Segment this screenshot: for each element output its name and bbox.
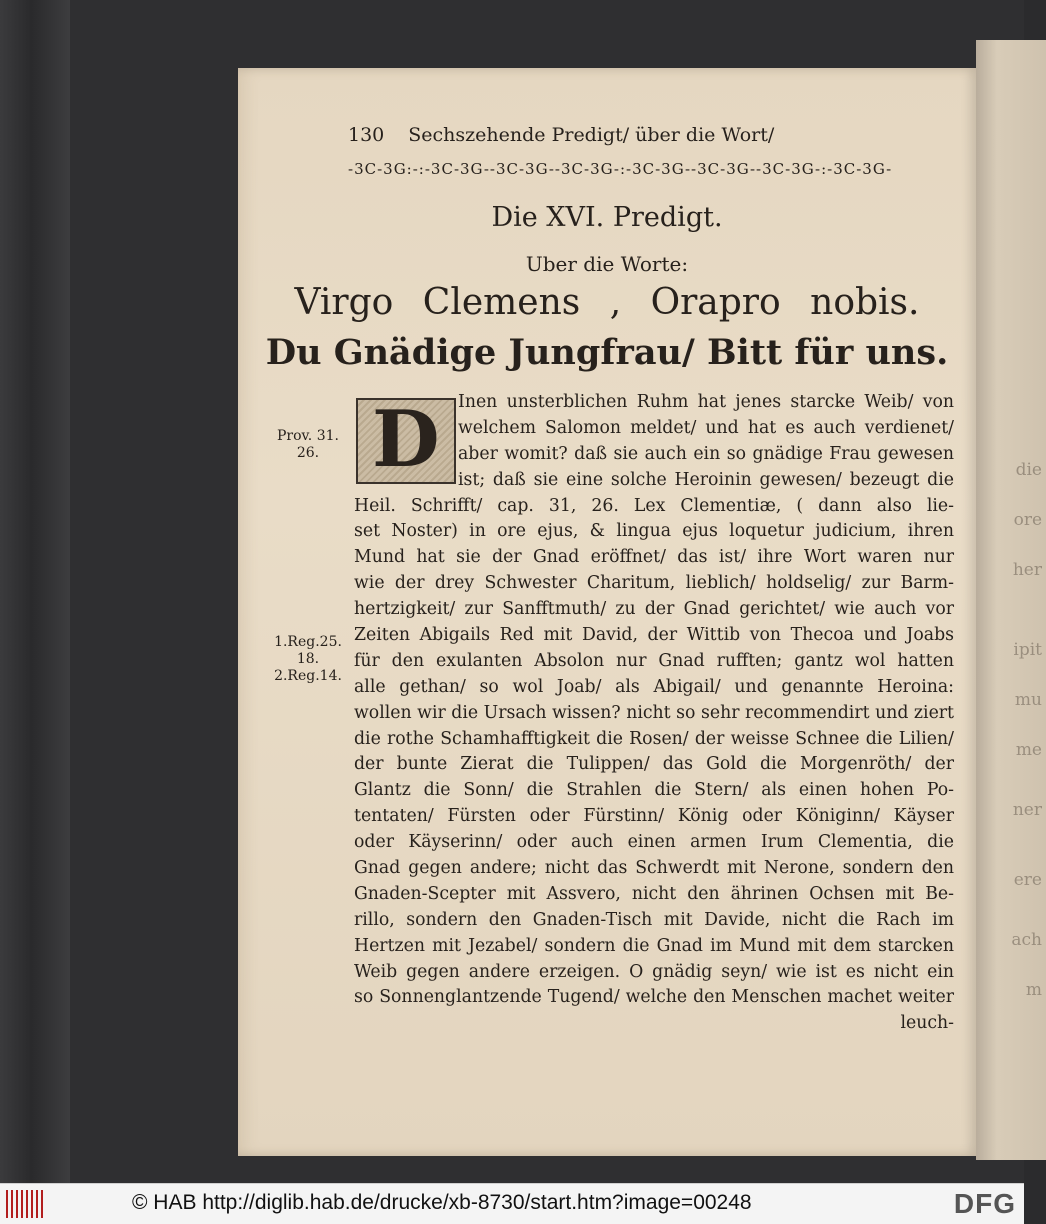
text-line: hertzigkeit/ zur Sanfftmuth/ zu der Gnad gerichtet/ wie auch vor — [354, 599, 954, 620]
catchword: leuch- — [900, 1013, 954, 1034]
text-line: tentaten/ Fürsten oder Fürstinn/ König oder Königinn/ Käyser — [354, 806, 954, 827]
margin-note: Prov. 31. 26. — [277, 428, 339, 461]
margin-note: 2.Reg.14. — [274, 668, 342, 684]
opposite-fragment: ere — [1013, 870, 1042, 890]
german-title: Du Gnädige Jungfrau/ Bitt für uns. — [265, 332, 949, 373]
text-line: welchem Salomon meldet/ und hat es auch verdienet/ — [458, 417, 954, 438]
dfg-logo[interactable]: DFG — [953, 1188, 1016, 1219]
opposite-fragment: ner — [1012, 800, 1042, 820]
opposite-fragment: ipit — [1013, 640, 1042, 660]
opposite-fragment: die — [1015, 460, 1042, 480]
text-line: Heil. Schrifft/ cap. 31, 26. Lex Clementiæ, ( dann also lie- — [354, 495, 954, 516]
text-line: ist; daß sie eine solche Heroinin gewesen/ bezeugt die — [458, 469, 954, 490]
book-page — [238, 68, 976, 1156]
text-line: für den exulanten Absolon nur Gnad rufften; gantz wol hatten — [354, 650, 954, 671]
text-line: so Sonnenglantzende Tugend/ welche den Menschen machet weiter — [354, 987, 954, 1008]
opposite-fragment: m — [1025, 980, 1042, 1000]
text-line: Weib gegen andere erzeigen. O gnädig seyn/ wie ist es nicht ein — [354, 961, 954, 982]
opposite-fragment: me — [1015, 740, 1042, 760]
viewer-footer — [0, 1183, 1024, 1224]
sermon-body — [354, 390, 954, 1037]
margin-note: 1.Reg.25. 18. — [274, 634, 342, 667]
text-line: Zeiten Abigails Red mit David, der Wittib von Thecoa und Joabs — [354, 625, 954, 646]
opposite-fragment: her — [1012, 560, 1042, 580]
page-number: 130 — [348, 124, 385, 146]
text-line: oder Käyserinn/ oder auch einen armen Irum Clementia, die — [354, 832, 954, 853]
running-head-text: Sechszehende Predigt/ über die Wort/ — [408, 124, 775, 146]
text-line: wie der drey Schwester Charitum, lieblich/ holdselig/ zur Barm- — [354, 573, 954, 594]
opposite-page-edge — [976, 40, 1046, 1160]
text-line: Hertzen mit Jezabel/ sondern die Gnad im Mund mit dem starcken — [354, 935, 954, 956]
running-head — [348, 124, 938, 146]
text-line: Gnaden-Scepter mit Assvero, nicht den ährinen Ochsen mit Be- — [354, 883, 954, 904]
text-line: Gnad gegen andere; nicht das Schwerdt mit Nerone, sondern den — [354, 858, 954, 879]
text-line: die rothe Schamhafftigkeit die Rosen/ der weisse Schnee die Lilien/ — [354, 728, 954, 749]
hab-logo[interactable] — [6, 1190, 46, 1218]
opposite-fragment: ach — [1011, 930, 1042, 950]
text-line: Inen unsterblichen Ruhm hat jenes starcke Weib/ von — [458, 392, 954, 412]
sermon-subheading: Uber die Worte: — [525, 252, 689, 276]
source-credit[interactable]: © HAB http://diglib.hab.de/drucke/xb-8730/start.htm?image=00248 — [132, 1191, 752, 1214]
text-line: rillo, sondern den Gnaden-Tisch mit Davide, nicht die Rach im — [354, 909, 954, 930]
text-line: der bunte Zierat die Tulippen/ das Gold die Morgenröth/ der — [354, 754, 954, 775]
text-line: Glantz die Sonn/ die Strahlen die Stern/ als einen hohen Po- — [354, 780, 954, 801]
latin-title: Virgo Clemens , Orapro nobis. — [294, 282, 920, 323]
sermon-heading: Die XVI. Predigt. — [491, 202, 723, 233]
text-line: alle gethan/ so wol Joab/ als Abigail/ und genannte Heroina: — [354, 676, 954, 697]
initial-letter: D — [372, 394, 440, 485]
text-line: wollen wir die Ursach wissen? nicht so sehr recommendirt und ziert — [354, 702, 954, 723]
opposite-fragment: ore — [1013, 510, 1042, 530]
text-line: set Noster) in ore ejus, & lingua ejus loquetur judicium, ihren — [354, 521, 954, 542]
text-line: Mund hat sie der Gnad eröffnet/ das ist/ ihre Wort waren nur — [354, 547, 954, 568]
book-spine — [0, 0, 70, 1183]
opposite-fragment: mu — [1014, 690, 1042, 710]
text-line: aber womit? daß sie auch ein so gnädige Frau gewesen — [458, 443, 954, 464]
ornament-band: -3C-3G:-:-3C-3G--3C-3G--3C-3G-:-3C-3G--3C-3G--3C-3G-:-3C-3G- — [348, 160, 893, 178]
